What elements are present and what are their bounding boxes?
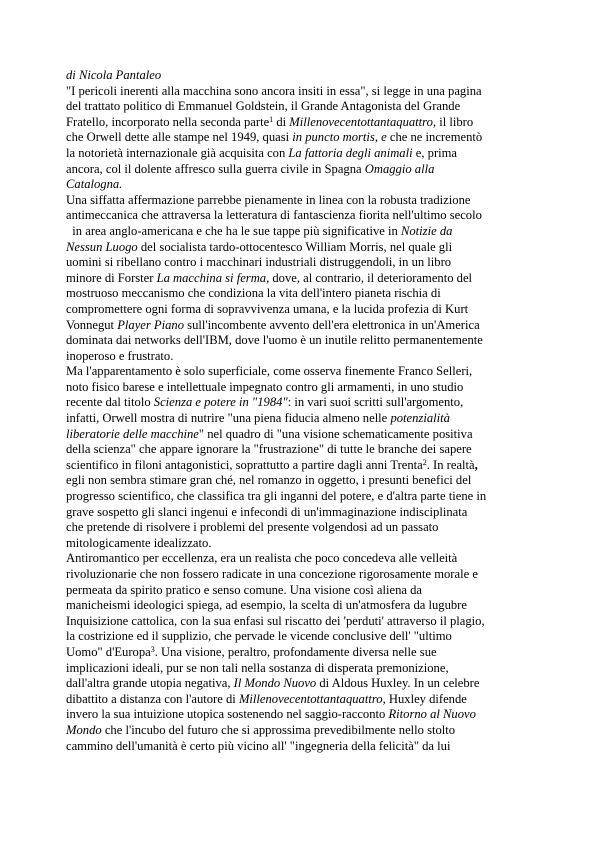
text-line [66,380,536,396]
text-run: Scienza e potere in "1984" [153,395,288,410]
text-run: in puncto mortis, e [292,130,387,145]
text-run: Player Piano [117,317,185,332]
text-line [66,130,536,146]
text-run: e, prima [412,145,458,160]
document-page [66,68,536,754]
text-run: : in vari suoi scritti sull'argomento, [287,395,464,410]
text-run: La fattoria degli animali [288,145,413,160]
text-line [66,208,536,224]
text-line [66,68,536,84]
text-run: Millenovecentottantaquattro, [289,114,437,129]
text-run: Catalogna. [66,177,123,192]
text-line [66,536,536,552]
text-run: cammino dell'umanità è certo più vicino all' "ingegneria della felicità" da lui [66,738,451,753]
text-run: minore di Forster [66,270,157,285]
text-run: ancora, col il dolente affresco sulla guerra civile in Spagna [66,161,365,176]
text-line [66,645,536,661]
text-run: liberatorie delle macchine [66,426,199,441]
text-run: della scienza" che appare ignorare la "frustrazione" di tutte le branche dei sapere [66,442,472,457]
text-run: che pretende di risolvere i problemi del presente volgendosi ad un passato [66,520,439,535]
text-line [66,458,536,474]
text-run: Uomo" d'Europa [66,644,151,659]
text-run: La macchina si ferma, [156,270,270,285]
text-line [66,676,536,692]
text-line [66,427,536,443]
text-run: Ritorno al Nuovo [388,707,476,722]
text-run: scientifico in filoni antagonistici, soprattutto a partire dagli anni Trenta [66,457,423,472]
text-line [66,473,536,489]
text-line [66,271,536,287]
text-run: la costrizione ed il supplizio, che pervade le vicende conclusive dell' "ultimo [66,629,452,644]
text-run: dibattito a distanza con l'autore di [66,691,239,706]
text-line [66,364,536,380]
text-run: Nessun Luogo [66,239,138,254]
text-line [66,598,536,614]
text-run: del trattato politico di Emmanuel Goldstein, il Grande Antagonista del Grande [66,99,461,114]
text-run: Fratello, incorporato nella seconda parte [66,114,270,129]
text-line [66,286,536,302]
text-run: Una siffatta affermazione parrebbe pienamente in linea con la robusta tradizione [66,192,471,207]
text-run: sull'incombente avvento dell'era elettronica in un'America [184,317,480,332]
text-line [66,629,536,645]
text-run: dominata dai networks dell'IBM, dove l'uomo è un inutile relitto permanentemente [66,333,483,348]
text-run: Omaggio alla [364,161,435,176]
text-run: Vonnegut [66,317,118,332]
text-run: uomini si ribellano contro i macchinari industriali distruggendoli, in un libro [66,255,452,270]
text-run: dove, al contrario, il deterioramento del [269,270,473,285]
text-run: Inquisizione cattolica, con la sua enfasi sul riscatto dei 'perduti' attraverso il plagio, [66,613,485,628]
text-line [66,707,536,723]
text-run: noto fisico barese e intellettuale impegnato contro gli armamenti, in uno studio [66,379,464,394]
text-run: . In realtà [426,457,475,472]
text-run: Millenovecentottantaquattro [238,691,383,706]
text-line [66,395,536,411]
text-line [66,84,536,100]
text-run: mostruoso meccanismo che condiziona la vita dell'intero pianeta rischia di [66,286,441,301]
text-line [66,520,536,536]
text-run: di Nicola Pantaleo [66,68,162,82]
text-line [66,99,536,115]
text-run: implicazioni ideali, pur se non tali nella sostanza di disperata premonizione, [66,660,449,675]
text-line [66,146,536,162]
footnote-marker: 2 [422,457,427,467]
text-run: , [474,457,478,472]
text-line [66,551,536,567]
text-line [66,614,536,630]
text-run: inoperoso e frustrato. [66,348,174,363]
text-run: Antiromantico per eccellenza, era un realista che poco concedeva alle velleità [66,551,458,566]
text-line [66,177,536,193]
text-line [66,661,536,677]
text-line [66,723,536,739]
text-run: "I pericoli inerenti alla macchina sono ancora insiti in essa", si legge in una pagina [66,83,482,98]
text-run: compromettere ogni forma di sopravvivenza umana, e la lucida profezia di Kurt [66,301,469,316]
text-line [66,411,536,427]
text-line [66,739,536,755]
text-line [66,692,536,708]
text-line [66,567,536,583]
text-line [66,318,536,334]
text-run: " nel quadro di "una visione schematicamente positiva [198,426,473,441]
text-run: Notizie da [400,223,453,238]
text-run: dall'altra grande utopia negativa, [66,676,234,691]
text-run: del socialista tardo-ottocentesco William Morris, nel quale gli [137,239,453,254]
text-run: Mondo [66,722,102,737]
text-run: antimeccanica che attraversa la letteratura di fantascienza fiorita nell'ultimo secolo [66,208,482,223]
text-run: potenzialità [390,411,450,426]
text-line [66,583,536,599]
text-run: invero la sua intuizione utopica sostenendo nel saggio-racconto [66,707,389,722]
text-run: di Aldous Huxley. In un celebre [316,676,480,691]
text-run: egli non sembra stimare gran ché, nel romanzo in oggetto, i presunti benefici del [66,473,472,488]
text-line [66,224,536,240]
text-line [66,505,536,521]
text-run: manicheismi ideologici spiega, ad esempio, la scelta di un'atmosfera da lugubre [66,598,467,613]
text-line [66,349,536,365]
text-run: rivoluzionarie che non fossero radicate in una concezione rigorosamente morale e [66,567,478,581]
footnote-marker: 1 [269,114,274,124]
text-run: che Orwell dette alle stampe nel 1949, quasi [66,130,293,145]
footnote-marker: 3 [150,644,155,654]
text-run: che l'incubo del futuro che si approssima prevedibilmente nello stolto [101,722,456,737]
text-run: Ma l'apparentamento è solo superficiale, come osserva finemente Franco Selleri, [66,364,473,379]
text-run: in area anglo-americana e che ha le sue tappe più significative in [66,223,401,238]
text-run: che ne incrementò [386,130,483,145]
text-line [66,333,536,349]
text-line [66,489,536,505]
text-line [66,255,536,271]
text-line [66,193,536,209]
text-run: , Huxley difende [382,691,467,706]
text-run: . Una visione, peraltro, profondamente diversa nelle sue [154,644,437,659]
text-line [66,115,536,131]
text-line [66,240,536,256]
text-run: permeata da spirito pratico e senso comune. Una visione così aliena da [66,582,423,597]
text-run: recente dal titolo [66,395,154,410]
text-run: infatti, Orwell mostra di nutrire "una piena fiducia almeno nelle [66,411,391,426]
text-run: mitologicamente idealizzato. [66,535,212,550]
text-line [66,162,536,178]
text-line [66,302,536,318]
text-run: Il Mondo Nuovo [233,676,317,691]
text-run: progresso scientifico, che classifica tra gli inganni del potere, e d'altra parte tiene in [66,489,487,504]
text-run: grave sospetto gli slanci ingenui e infecondi di un'immaginazione indisciplinata [66,504,468,519]
text-line [66,442,536,458]
text-run: la notorietà internazionale già acquisita con [66,145,289,160]
text-run: di [273,114,290,129]
text-run: il libro [436,114,474,129]
